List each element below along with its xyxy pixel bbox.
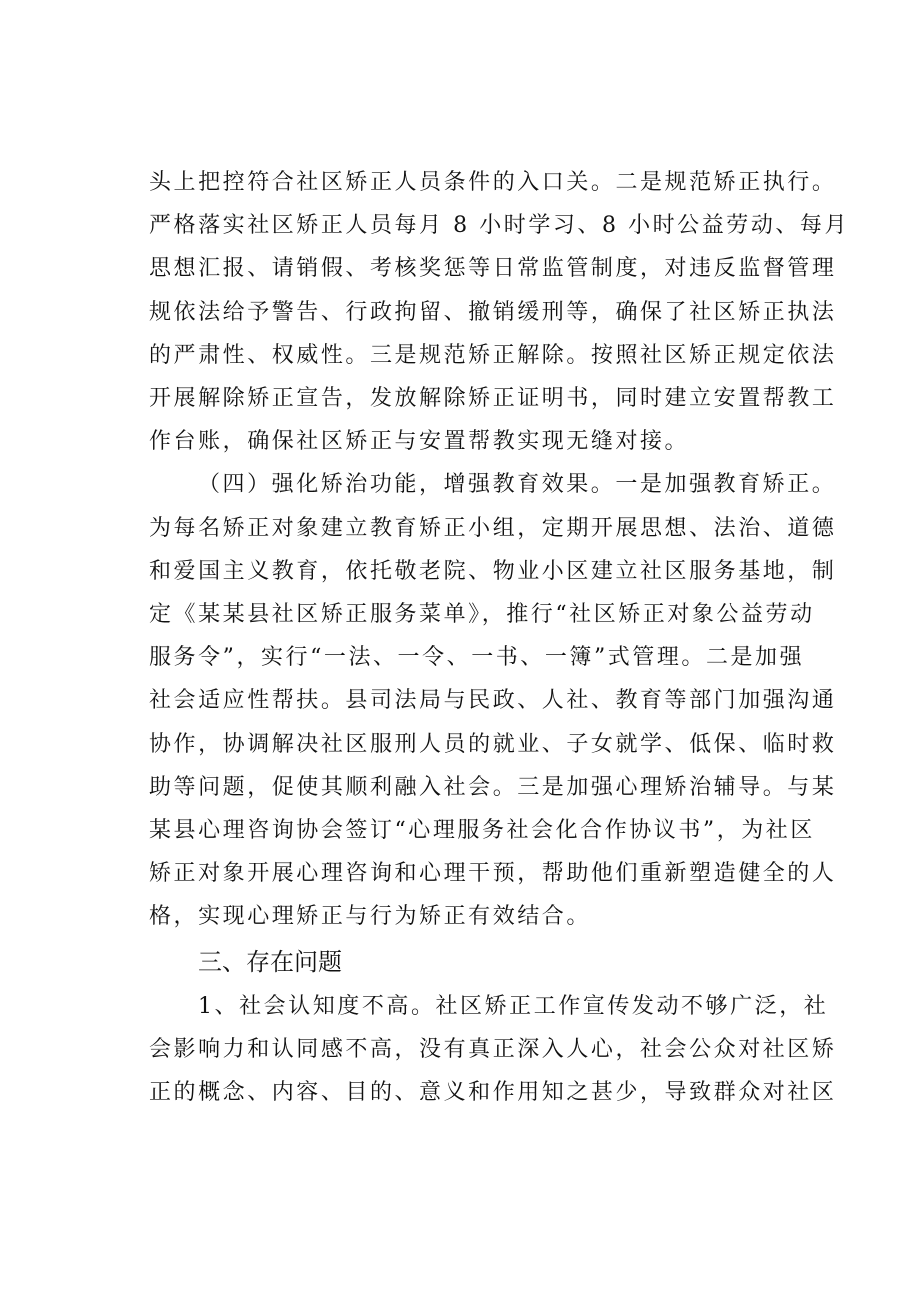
text-line: 思想汇报、请销假、考核奖惩等日常监管制度，对违反监督管理 (149, 256, 837, 281)
paragraph-start-line: （四）强化矫治功能，增强教育效果。一是加强教育矫正。 (198, 472, 837, 497)
text-line: 社会适应性帮扶。县司法局与民政、人社、教育等部门加强沟通 (149, 688, 837, 713)
text-line: 头上把控符合社区矫正人员条件的入口关。二是规范矫正执行。 (149, 170, 837, 195)
text-line: 助等问题，促使其顺利融入社会。三是加强心理矫治辅导。与某 (149, 775, 837, 800)
text-line: 某县心理咨询协会签订“心理服务社会化合作协议书”，为社区 (149, 818, 815, 843)
text-line: 格，实现心理矫正与行为矫正有效结合。 (149, 904, 591, 929)
paragraph-start-line: 1、社会认知度不高。社区矫正工作宣传发动不够广泛，社 (198, 994, 829, 1019)
text-line: 为每名矫正对象建立教育矫正小组，定期开展思想、法治、道德 (149, 516, 837, 541)
text-line: 会影响力和认同感不高，没有真正深入人心，社会公众对社区矫 (149, 1037, 837, 1062)
text-line: 开展解除矫正宣告，发放解除矫正证明书，同时建立安置帮教工 (149, 386, 837, 411)
text-line: 作台账，确保社区矫正与安置帮教实现无缝对接。 (149, 429, 690, 454)
text-line: 正的概念、内容、目的、意义和作用知之甚少，导致群众对社区 (149, 1080, 837, 1105)
text-line: 定《某某县社区矫正服务菜单》，推行“社区矫正对象公益劳动 (149, 602, 815, 627)
text-line: 矫正对象开展心理咨询和心理干预，帮助他们重新塑造健全的人 (149, 861, 837, 886)
text-line: 服务令”，实行“一法、一令、一书、一簿”式管理。二是加强 (149, 645, 805, 670)
text-line: 和爱国主义教育，依托敬老院、物业小区建立社区服务基地，制 (149, 559, 837, 584)
text-line: 严格落实社区矫正人员每月 8 小时学习、8 小时公益劳动、每月 (149, 213, 850, 238)
section-heading: 三、存在问题 (198, 948, 342, 976)
text-line: 的严肃性、权威性。三是规范矫正解除。按照社区矫正规定依法 (149, 343, 837, 368)
text-line: 协作，协调解决社区服刑人员的就业、子女就学、低保、临时救 (149, 732, 837, 757)
text-line: 规依法给予警告、行政拘留、撤销缓刑等，确保了社区矫正执法 (149, 300, 837, 325)
